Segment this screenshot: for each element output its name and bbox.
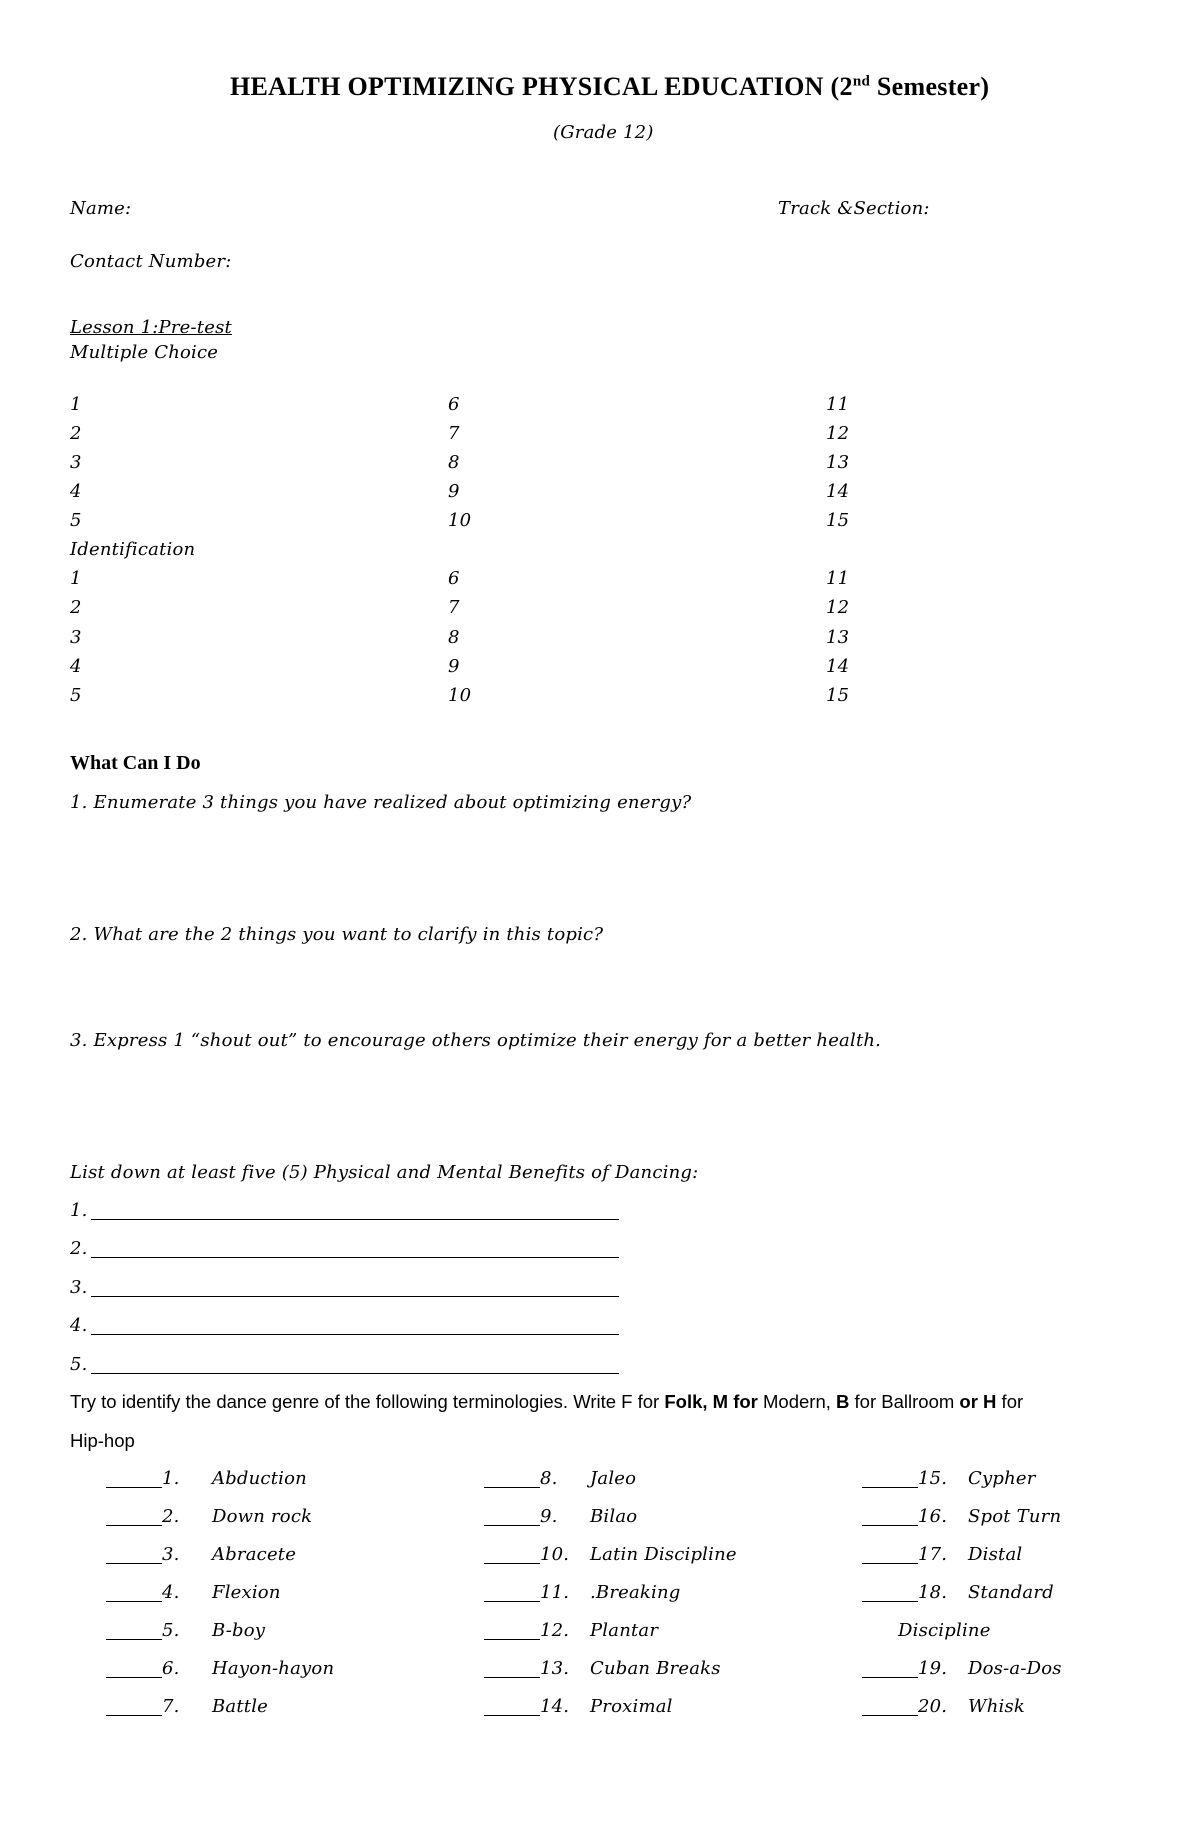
multiple-choice-label: Multiple Choice [70,342,219,363]
term-label: Latin Discipline [590,1544,737,1565]
id-number: 6 [448,568,460,589]
term-number: 18. [918,1582,948,1603]
answer-blank[interactable] [484,1715,540,1716]
term-number: 20. [918,1696,948,1717]
mc-number: 15 [826,510,850,531]
term-label: B-boy [212,1620,266,1641]
term-number: 2. [162,1506,180,1527]
term-label: Jaleo [590,1468,637,1489]
mc-number: 11 [826,394,850,415]
answer-blank[interactable] [862,1677,918,1678]
benefits-prompt: List down at least five (5) Physical and Mental Benefits of Dancing: [70,1162,699,1183]
answer-blank[interactable] [484,1563,540,1564]
mc-number: 12 [826,423,850,444]
mc-number: 4 [70,481,82,502]
term-label: Distal [968,1544,1023,1565]
instruction-folk: Folk, M for [664,1391,764,1412]
answer-blank[interactable] [484,1525,540,1526]
term-label: .Breaking [590,1582,681,1603]
identification-label: Identification [70,539,196,560]
id-number: 1 [70,568,82,589]
term-label: Cuban Breaks [590,1658,721,1679]
term-label: Down rock [212,1506,313,1527]
page-title [230,72,989,102]
question-2: 2. What are the 2 things you want to clarify in this topic? [70,924,604,945]
id-number: 8 [448,627,460,648]
term-label: Plantar [590,1620,659,1641]
term-number: 4. [162,1582,180,1603]
term-label: Hayon-hayon [212,1658,335,1679]
name-label: Name: [70,198,132,219]
id-number: 15 [826,685,850,706]
id-number: 2 [70,597,82,618]
lesson-heading: Lesson 1:Pre-test [70,317,232,338]
question-3: 3. Express 1 “shout out” to encourage others optimize their energy for a better health. [70,1030,882,1051]
term-label: Bilao [590,1506,638,1527]
answer-blank[interactable] [106,1525,162,1526]
instruction-b: B [836,1391,850,1412]
mc-number: 9 [448,481,460,502]
benefit-number: 5. [70,1354,88,1375]
term-number: 13. [540,1658,570,1679]
id-number: 14 [826,656,850,677]
benefit-number: 3. [70,1277,88,1298]
term-label-continued: Discipline [898,1620,991,1641]
benefit-answer-line[interactable] [91,1334,619,1335]
term-label: Battle [212,1696,269,1717]
title-main: HEALTH OPTIMIZING PHYSICAL EDUCATION (2 [230,72,853,101]
genre-instruction-line2: Hip-hop [70,1430,135,1451]
term-number: 8. [540,1468,558,1489]
mc-number: 6 [448,394,460,415]
answer-blank[interactable] [484,1487,540,1488]
benefit-number: 1. [70,1200,88,1221]
answer-blank[interactable] [484,1677,540,1678]
id-number: 9 [448,656,460,677]
benefit-answer-line[interactable] [91,1296,619,1297]
id-number: 3 [70,627,82,648]
id-number: 4 [70,656,82,677]
answer-blank[interactable] [862,1563,918,1564]
answer-blank[interactable] [106,1487,162,1488]
term-label: Proximal [590,1696,673,1717]
answer-blank[interactable] [862,1601,918,1602]
term-label: Abduction [212,1468,307,1489]
term-number: 5. [162,1620,180,1641]
benefit-number: 4. [70,1315,88,1336]
mc-number: 13 [826,452,850,473]
term-label: Standard [968,1582,1054,1603]
genre-instruction [70,1391,1023,1413]
term-number: 6. [162,1658,180,1679]
what-can-i-do-heading: What Can I Do [70,752,201,774]
id-number: 5 [70,685,82,706]
term-number: 16. [918,1506,948,1527]
term-number: 12. [540,1620,570,1641]
term-label: Dos-a-Dos [968,1658,1062,1679]
term-number: 9. [540,1506,558,1527]
term-number: 7. [162,1696,180,1717]
answer-blank[interactable] [484,1639,540,1640]
term-number: 17. [918,1544,948,1565]
id-number: 7 [448,597,460,618]
term-number: 11. [540,1582,570,1603]
mc-number: 3 [70,452,82,473]
answer-blank[interactable] [106,1677,162,1678]
term-label: Whisk [968,1696,1025,1717]
contact-number-label: Contact Number: [70,251,232,272]
mc-number: 2 [70,423,82,444]
mc-number: 7 [448,423,460,444]
id-number: 13 [826,627,850,648]
answer-blank[interactable] [106,1601,162,1602]
term-label: Cypher [968,1468,1036,1489]
term-number: 1. [162,1468,180,1489]
id-number: 10 [448,685,472,706]
answer-blank[interactable] [106,1715,162,1716]
answer-blank[interactable] [862,1715,918,1716]
mc-number: 14 [826,481,850,502]
instruction-or-h: or H [959,1391,997,1412]
grade-label: (Grade 12) [553,122,654,143]
term-number: 10. [540,1544,570,1565]
benefit-answer-line[interactable] [91,1257,619,1258]
benefit-answer-line[interactable] [91,1219,619,1220]
title-superscript: nd [852,73,871,90]
id-number: 12 [826,597,850,618]
term-number: 15. [918,1468,948,1489]
mc-number: 1 [70,394,82,415]
mc-number: 8 [448,452,460,473]
answer-blank[interactable] [106,1563,162,1564]
benefit-answer-line[interactable] [91,1373,619,1374]
term-number: 19. [918,1658,948,1679]
question-1: 1. Enumerate 3 things you have realized about optimizing energy? [70,792,692,813]
instruction-for: for [996,1391,1024,1412]
instruction-part: Try to identify the dance genre of the following terminologies. Write F for [70,1391,665,1412]
term-label: Spot Turn [968,1506,1062,1527]
instruction-modern: Modern, [763,1391,837,1412]
answer-blank[interactable] [484,1601,540,1602]
instruction-ballroom: for Ballroom [849,1391,960,1412]
benefit-number: 2. [70,1238,88,1259]
mc-number: 5 [70,510,82,531]
term-label: Abracete [212,1544,297,1565]
track-section-label: Track &Section: [778,198,930,219]
id-number: 11 [826,568,850,589]
answer-blank[interactable] [862,1525,918,1526]
answer-blank[interactable] [106,1639,162,1640]
mc-number: 10 [448,510,472,531]
term-number: 14. [540,1696,570,1717]
term-label: Flexion [212,1582,281,1603]
term-number: 3. [162,1544,180,1565]
title-end: Semester) [870,72,990,101]
answer-blank[interactable] [862,1487,918,1488]
